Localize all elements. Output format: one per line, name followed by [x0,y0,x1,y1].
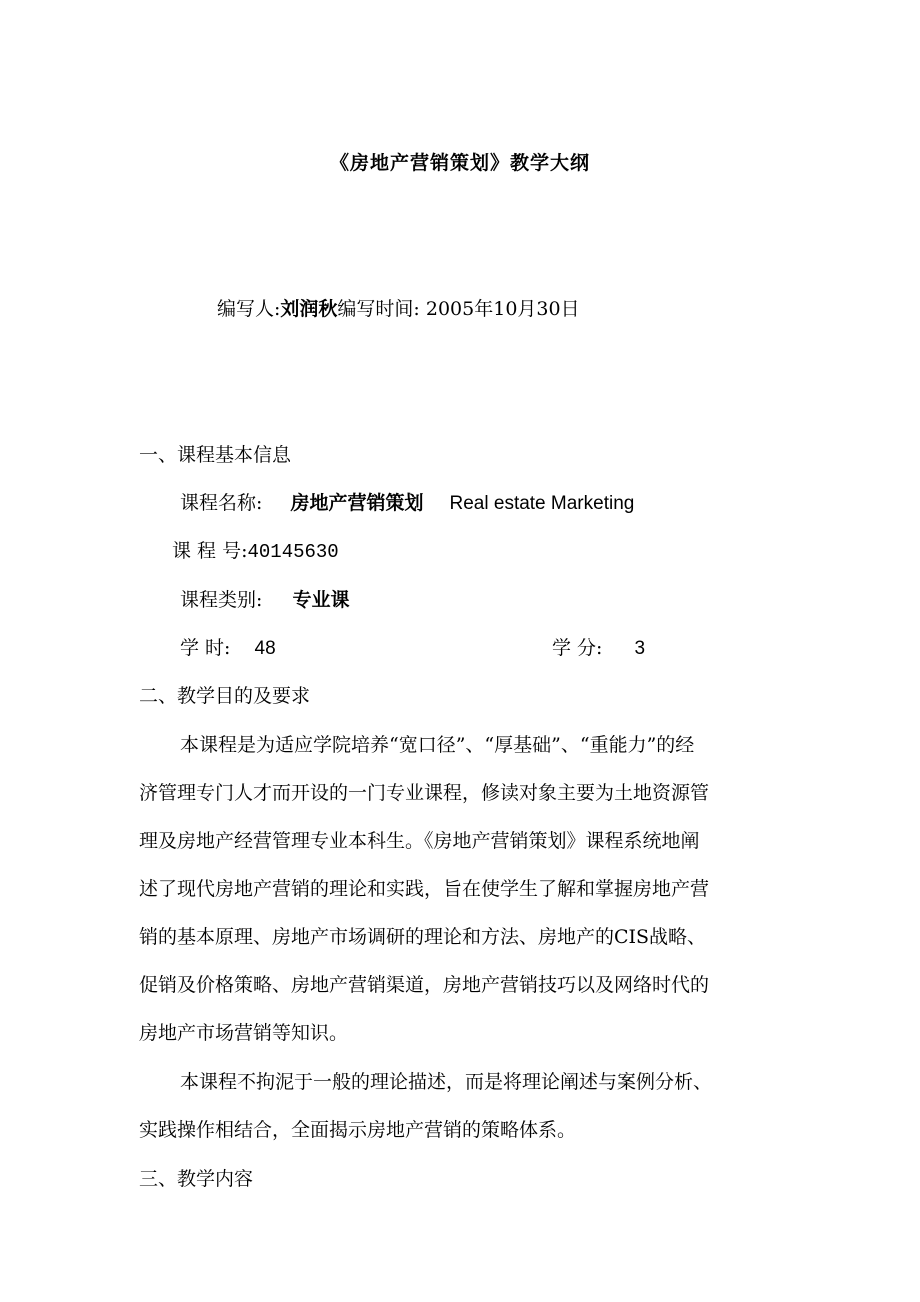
course-name-label: 课程名称: [180,492,263,514]
course-hours-value: 48 [254,638,276,659]
section-heading-basic-info: 一、课程基本信息 [139,444,292,466]
date-value: 2005年10月30日 [425,298,580,320]
section-heading-content: 三、教学内容 [139,1168,254,1190]
document-title: 《房地产营销策划》教学大纲 [329,152,590,174]
section-heading-objectives: 二、教学目的及要求 [139,685,311,707]
course-category-row [180,585,349,612]
paragraph-line: 本课程是为适应学院培养“宽口径”、“厚基础”、“重能力”的经 [180,734,695,756]
course-category-label: 课程类别: [180,589,263,611]
paragraph-line: 述了现代房地产营销的理论和实践，旨在使学生了解和掌握房地产营 [139,878,710,900]
paragraph-line: 济管理专门人才而开设的一门专业课程，修读对象主要为土地资源管 [139,782,710,804]
course-category-value: 专业课 [292,589,350,611]
author-label: 编写人: [217,298,281,320]
course-hours-row [180,633,276,660]
paragraph-line: 房地产市场营销等知识。 [139,1022,349,1044]
paragraph-line: 本课程不拘泥于一般的理论描述，而是将理论阐述与案例分析、 [180,1071,713,1093]
course-number-label: 课 程 号: [172,540,248,562]
course-credits-value: 3 [634,638,646,659]
paragraph-line: 促销及价格策略、房地产营销渠道，房地产营销技巧以及网络时代的 [139,974,710,996]
author-name: 刘润秋 [280,298,338,320]
course-hours-label: 学 时: [180,637,231,659]
course-credits-row [552,633,645,660]
paragraph-line: 实践操作相结合，全面揭示房地产营销的策略体系。 [139,1119,577,1141]
course-name-row [180,488,634,515]
course-name-en: Real estate Marketing [449,493,635,514]
course-number-row [172,536,339,563]
date-label: 编写时间: [337,298,426,320]
course-name-cn: 房地产营销策划 [290,492,424,514]
author-line [217,294,580,321]
paragraph-line: 理及房地产经营管理专业本科生。《房地产营销策划》课程系统地阐 [139,830,700,852]
paragraph-line: 销的基本原理、房地产市场调研的理论和方法、房地产的CIS战略、 [139,926,707,948]
course-credits-label: 学 分: [552,637,603,659]
course-number-value: 40145630 [247,541,339,563]
